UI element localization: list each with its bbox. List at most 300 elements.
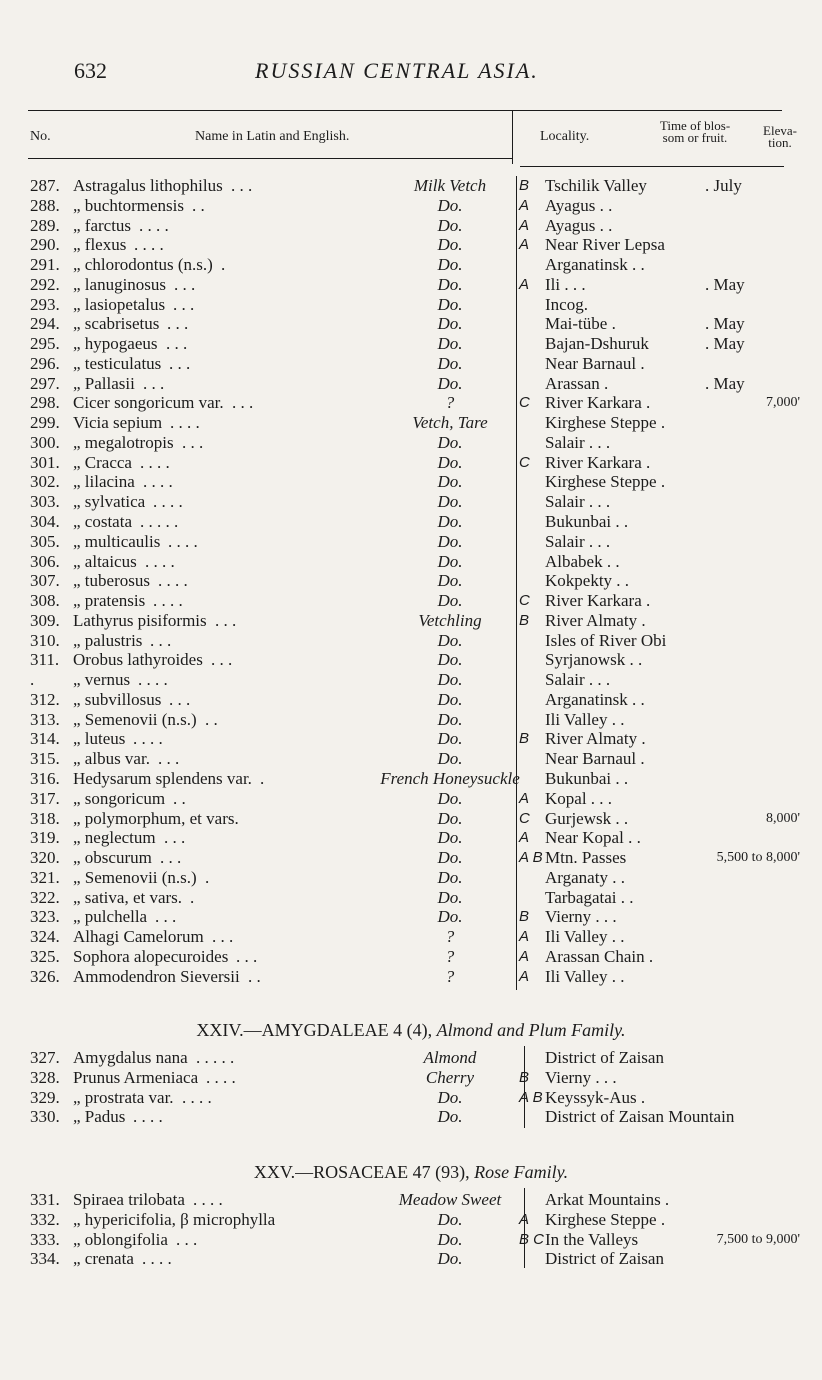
table-row bbox=[0, 828, 822, 848]
entry-number: 299. bbox=[30, 413, 60, 433]
region-code: B C bbox=[519, 1230, 545, 1248]
leader-dots: . bbox=[221, 255, 226, 275]
table-row bbox=[0, 255, 822, 275]
latin-name: „ tuberosus bbox=[73, 571, 150, 591]
entry-number: 317. bbox=[30, 788, 60, 808]
latin-name: „ pratensis bbox=[73, 591, 146, 611]
table-row bbox=[0, 888, 822, 908]
english-name: Do. bbox=[437, 867, 463, 887]
region-code: C bbox=[519, 453, 530, 471]
latin-name: „ Cracca bbox=[73, 452, 132, 472]
latin-name: Vicia sepium bbox=[73, 413, 163, 433]
latin-name: „ Padus bbox=[73, 1107, 126, 1127]
table-row bbox=[0, 374, 822, 394]
section-title-english: Rose Family. bbox=[474, 1162, 569, 1182]
latin-name: „ hypogaeus bbox=[73, 334, 158, 354]
locality: Vierny . . . bbox=[545, 907, 617, 927]
leader-dots: . bbox=[260, 768, 265, 788]
region-code: A bbox=[519, 947, 530, 965]
table-row bbox=[0, 1249, 822, 1269]
table-row bbox=[0, 216, 822, 236]
locality: Bajan-Dshuruk bbox=[545, 334, 649, 354]
leader-dots: . . . bbox=[231, 176, 253, 195]
leader-dots: . . . bbox=[143, 373, 165, 393]
latin-name: „ lanuginosus bbox=[73, 274, 167, 294]
leader-dots: . . . . bbox=[193, 1190, 223, 1209]
region-code: A bbox=[519, 275, 530, 293]
latin-name: „ altaicus bbox=[73, 551, 137, 571]
table-row bbox=[0, 591, 822, 611]
leader-dots: . . . . bbox=[153, 591, 183, 611]
col-head-locality: Locality. bbox=[540, 129, 590, 144]
leader-dots: . . . bbox=[173, 294, 195, 314]
leader-dots: . . . . bbox=[139, 215, 169, 235]
latin-name: „ crenata bbox=[73, 1249, 134, 1269]
locality: Mtn. Passes bbox=[545, 848, 627, 868]
english-name: Do. bbox=[437, 235, 463, 255]
col-head-elev-line1: Eleva- bbox=[763, 123, 797, 138]
leader-dots: . . . bbox=[212, 927, 234, 947]
latin-name: „ lilacina bbox=[73, 472, 135, 492]
page-number: 632 bbox=[74, 58, 107, 83]
leader-dots: . . . . bbox=[168, 531, 198, 551]
leader-dots: . . . bbox=[215, 610, 237, 630]
latin-name: „ pulchella bbox=[73, 907, 148, 927]
leader-dots: . . . . bbox=[153, 492, 183, 512]
table-row bbox=[0, 492, 822, 512]
latin-name: „ vernus bbox=[73, 670, 131, 690]
latin-name: „ lasiopetalus bbox=[73, 294, 166, 314]
locality: Isles of River Obi bbox=[545, 630, 667, 650]
locality: Keyssyk-Aus . bbox=[545, 1087, 646, 1107]
table-row bbox=[0, 1088, 822, 1108]
entry-number: 297. bbox=[30, 373, 60, 393]
running-header bbox=[0, 58, 822, 88]
english-name: Do. bbox=[437, 274, 463, 294]
latin-name: Spiraea trilobata bbox=[73, 1190, 185, 1209]
english-name: Do. bbox=[437, 492, 463, 512]
latin-name: „ albus var. bbox=[73, 749, 150, 769]
locality: Ili Valley . . bbox=[545, 966, 625, 986]
locality: Near Barnaul . bbox=[545, 749, 645, 769]
table-row bbox=[0, 848, 822, 868]
latin-name: „ testiculatus bbox=[73, 353, 162, 373]
latin-name: Prunus Armeniaca bbox=[73, 1067, 199, 1087]
species-table bbox=[0, 176, 822, 986]
latin-name: „ chlorodontus (n.s.) bbox=[73, 255, 213, 275]
latin-name: „ sativa, et vars. bbox=[73, 887, 183, 907]
english-name: Do. bbox=[437, 650, 463, 670]
latin-name: Alhagi Camelorum bbox=[73, 927, 204, 947]
locality: Albabek . . bbox=[545, 551, 620, 571]
region-code: A bbox=[519, 216, 530, 234]
locality: Kirghese Steppe . bbox=[545, 472, 666, 492]
english-name: Do. bbox=[437, 195, 463, 215]
entry-number: 329. bbox=[30, 1087, 60, 1107]
locality: In the Valleys bbox=[545, 1229, 639, 1249]
locality: Vierny . . . bbox=[545, 1067, 617, 1087]
table-row bbox=[0, 334, 822, 354]
table-row bbox=[0, 552, 822, 572]
table-row bbox=[0, 512, 822, 532]
leader-dots: . . . . bbox=[134, 235, 164, 255]
leader-dots: . . . . bbox=[133, 1107, 163, 1127]
section-title bbox=[0, 1162, 822, 1183]
entry-number: 314. bbox=[30, 729, 60, 749]
table-row bbox=[0, 176, 822, 196]
locality: District of Zaisan Mountain bbox=[545, 1107, 735, 1127]
latin-name: Ammodendron Sieversii bbox=[73, 966, 240, 986]
english-name: ? bbox=[445, 927, 455, 947]
table-row bbox=[0, 196, 822, 216]
entry-number: 305. bbox=[30, 531, 60, 551]
leader-dots: . . . bbox=[174, 274, 196, 294]
entry-number: 295. bbox=[30, 334, 60, 354]
leader-dots: . . . . bbox=[206, 1067, 236, 1087]
table-row bbox=[0, 631, 822, 651]
english-name: Do. bbox=[437, 709, 463, 729]
locality: Kirghese Steppe . bbox=[545, 413, 666, 433]
english-name: Do. bbox=[437, 1209, 463, 1229]
latin-name: „ palustris bbox=[73, 630, 143, 650]
entry-number: 306. bbox=[30, 551, 60, 571]
bloom-time: . July bbox=[705, 176, 742, 195]
latin-name: „ obscurum bbox=[73, 848, 152, 868]
region-code: C bbox=[519, 592, 530, 610]
english-name: Do. bbox=[437, 828, 463, 848]
table-row bbox=[0, 690, 822, 710]
locality: Salair . . . bbox=[545, 531, 611, 551]
latin-name: Cicer songoricum var. bbox=[73, 393, 224, 413]
bloom-time: . May bbox=[705, 334, 745, 354]
leader-dots: . . . bbox=[211, 650, 233, 670]
entry-number: 292. bbox=[30, 274, 60, 294]
region-code: B bbox=[519, 177, 530, 194]
locality: Bukunbai . . bbox=[545, 768, 629, 788]
entry-number: 320. bbox=[30, 848, 60, 868]
locality: Arassan . bbox=[545, 373, 609, 393]
entry-number: 308. bbox=[30, 591, 60, 611]
english-name: Do. bbox=[437, 314, 463, 334]
english-name: Do. bbox=[437, 788, 463, 808]
locality: Ili Valley . . bbox=[545, 709, 625, 729]
english-name: Do. bbox=[437, 1087, 463, 1107]
english-name: ? bbox=[445, 966, 455, 986]
entry-number: 302. bbox=[30, 472, 60, 492]
region-code: A bbox=[519, 1210, 530, 1228]
region-code: B bbox=[519, 908, 530, 926]
entry-number: 334. bbox=[30, 1249, 60, 1269]
col-head-no: No. bbox=[30, 129, 51, 144]
leader-dots: . . bbox=[248, 966, 261, 986]
locality: Arassan Chain . bbox=[545, 946, 654, 966]
leader-dots: . . . bbox=[182, 432, 204, 452]
latin-name: Astragalus lithophilus bbox=[73, 176, 223, 195]
english-name: ? bbox=[445, 946, 455, 966]
section-rows bbox=[0, 1048, 822, 1127]
entry-number: 293. bbox=[30, 294, 60, 314]
table-row bbox=[0, 453, 822, 473]
entry-number: 331. bbox=[30, 1190, 60, 1209]
latin-name: „ farctus bbox=[73, 215, 132, 235]
entry-number: 332. bbox=[30, 1209, 60, 1229]
table-row bbox=[0, 710, 822, 730]
english-name: Do. bbox=[437, 452, 463, 472]
entry-number: 300. bbox=[30, 432, 60, 452]
english-name: Do. bbox=[437, 848, 463, 868]
bloom-time: . May bbox=[705, 314, 745, 334]
locality: Salair . . . bbox=[545, 492, 611, 512]
english-name: Almond bbox=[423, 1048, 477, 1067]
table-head-rule bbox=[28, 158, 512, 159]
leader-dots: . . . bbox=[158, 749, 180, 769]
leader-dots: . . . . bbox=[138, 670, 168, 690]
table-head-rule-right bbox=[520, 166, 784, 167]
leader-dots: . . . bbox=[150, 630, 172, 650]
table-row bbox=[0, 393, 822, 413]
region-code: B bbox=[519, 611, 530, 629]
latin-name: Hedysarum splendens var. bbox=[73, 768, 252, 788]
latin-name: „ flexus bbox=[73, 235, 127, 255]
english-name: Do. bbox=[437, 472, 463, 492]
region-code: A bbox=[519, 967, 530, 985]
table-row bbox=[0, 650, 822, 670]
col-head-elevation bbox=[755, 125, 805, 149]
english-name: Do. bbox=[437, 808, 463, 828]
leader-dots: . . bbox=[192, 195, 205, 215]
english-name: Do. bbox=[437, 749, 463, 769]
table-row bbox=[0, 670, 822, 690]
table-row bbox=[0, 571, 822, 591]
english-name: Do. bbox=[437, 630, 463, 650]
leader-dots: . . . . bbox=[182, 1087, 212, 1107]
locality: Salair . . . bbox=[545, 670, 611, 690]
table-row bbox=[0, 947, 822, 967]
leader-dots: . . . . bbox=[140, 452, 170, 472]
latin-name: „ subvillosus bbox=[73, 689, 162, 709]
leader-dots: . . . . . bbox=[196, 1048, 235, 1067]
leader-dots: . . . . bbox=[158, 571, 188, 591]
latin-name: „ multicaulis bbox=[73, 531, 161, 551]
entry-number: 288. bbox=[30, 195, 60, 215]
col-head-elev-line2: tion. bbox=[768, 135, 792, 150]
header-divider bbox=[512, 110, 513, 164]
locality: Near Kopal . . bbox=[545, 828, 641, 848]
table-row bbox=[0, 927, 822, 947]
entry-number: . bbox=[30, 670, 35, 690]
english-name: Do. bbox=[437, 729, 463, 749]
locality: Incog. bbox=[545, 294, 588, 314]
latin-name: „ megalotropis bbox=[73, 432, 174, 452]
entry-number: 291. bbox=[30, 255, 60, 275]
leader-dots: . . . . bbox=[142, 1249, 172, 1269]
region-code: A bbox=[519, 789, 530, 807]
page-title: RUSSIAN CENTRAL ASIA. bbox=[255, 58, 539, 83]
latin-name: „ Pallasii bbox=[73, 373, 135, 393]
english-name: ? bbox=[445, 393, 455, 413]
latin-name: „ prostrata var. bbox=[73, 1087, 174, 1107]
entry-number: 322. bbox=[30, 887, 60, 907]
english-name: Do. bbox=[437, 215, 463, 235]
table-row bbox=[0, 472, 822, 492]
region-code: B bbox=[519, 730, 530, 748]
col-head-time bbox=[650, 120, 740, 144]
latin-name: Orobus lathyroides bbox=[73, 650, 203, 670]
latin-name: Lathyrus pisiformis bbox=[73, 610, 207, 630]
leader-dots: . bbox=[190, 887, 195, 907]
region-code: A B bbox=[519, 1088, 543, 1106]
locality: Ili Valley . . bbox=[545, 927, 625, 947]
region-code: A bbox=[519, 236, 530, 254]
entry-number: 289. bbox=[30, 215, 60, 235]
region-code: B bbox=[519, 1068, 530, 1086]
entry-number: 324. bbox=[30, 927, 60, 947]
locality: Bukunbai . . bbox=[545, 512, 629, 532]
table-row bbox=[0, 413, 822, 433]
latin-name: „ Semenovii (n.s.) bbox=[73, 709, 197, 729]
region-code: A B bbox=[519, 849, 543, 867]
leader-dots: . . . . . bbox=[140, 512, 179, 532]
english-name: Do. bbox=[437, 512, 463, 532]
section-title-main: XXIV.—AMYGDALEAE 4 (4), bbox=[196, 1020, 433, 1040]
table-row bbox=[0, 1048, 822, 1068]
locality: Arganatinsk . . bbox=[545, 689, 645, 709]
entry-number: 325. bbox=[30, 946, 60, 966]
table-row bbox=[0, 1190, 822, 1210]
bloom-time: . May bbox=[705, 274, 745, 294]
elevation: 7,500 to 9,000' bbox=[716, 1231, 800, 1247]
col-head-time-line2: som or fruit. bbox=[662, 130, 728, 145]
table-row bbox=[0, 275, 822, 295]
entry-number: 330. bbox=[30, 1107, 60, 1127]
table-row bbox=[0, 1107, 822, 1127]
entry-number: 311. bbox=[30, 650, 60, 670]
english-name: Do. bbox=[437, 689, 463, 709]
latin-name: „ scabrisetus bbox=[73, 314, 160, 334]
entry-number: 333. bbox=[30, 1229, 60, 1249]
table-row bbox=[0, 354, 822, 374]
col-head-time-line1: Time of blos- bbox=[659, 118, 731, 133]
entry-number: 307. bbox=[30, 571, 60, 591]
table-row bbox=[0, 532, 822, 552]
col-head-name: Name in Latin and English. bbox=[195, 129, 350, 144]
english-name: Do. bbox=[437, 531, 463, 551]
english-name: Do. bbox=[437, 591, 463, 611]
entry-number: 312. bbox=[30, 689, 60, 709]
latin-name: „ sylvatica bbox=[73, 492, 146, 512]
entry-number: 315. bbox=[30, 749, 60, 769]
latin-name: „ polymorphum, et vars. bbox=[73, 808, 239, 828]
latin-name: „ Semenovii (n.s.) bbox=[73, 867, 197, 887]
table-row bbox=[0, 1230, 822, 1250]
table-row bbox=[0, 967, 822, 987]
region-code: A bbox=[519, 196, 530, 214]
section-rows bbox=[0, 1190, 822, 1269]
english-name: Do. bbox=[437, 551, 463, 571]
english-name: Do. bbox=[437, 255, 463, 275]
latin-name: Amygdalus nana bbox=[73, 1048, 188, 1067]
region-code: C bbox=[519, 394, 530, 412]
latin-name: „ costata bbox=[73, 512, 132, 532]
leader-dots: . . . bbox=[166, 334, 188, 354]
locality: Kopal . . . bbox=[545, 788, 613, 808]
leader-dots: . . . bbox=[169, 689, 191, 709]
leader-dots: . . . bbox=[169, 353, 191, 373]
leader-dots: . . bbox=[205, 709, 218, 729]
entry-number: 310. bbox=[30, 630, 60, 650]
english-name: Do. bbox=[437, 571, 463, 591]
section-title bbox=[0, 1020, 822, 1041]
english-name: Cherry bbox=[425, 1067, 475, 1087]
table-top-rule bbox=[28, 110, 782, 111]
english-name: French Honeysuckle bbox=[380, 768, 520, 788]
elevation: 7,000' bbox=[765, 395, 800, 411]
entry-number: 296. bbox=[30, 353, 60, 373]
locality: District of Zaisan bbox=[545, 1048, 664, 1067]
english-name: Do. bbox=[437, 1107, 463, 1127]
locality: River Karkara . bbox=[545, 393, 651, 413]
latin-name: „ oblongifolia bbox=[73, 1229, 168, 1249]
entry-number: 309. bbox=[30, 610, 60, 630]
latin-name: „ hypericifolia, β microphylla bbox=[73, 1209, 276, 1229]
entry-number: 323. bbox=[30, 907, 60, 927]
latin-name: „ buchtormensis bbox=[73, 195, 184, 215]
locality: River Almaty . bbox=[545, 729, 646, 749]
region-code: C bbox=[519, 809, 530, 827]
locality: Ili . . . bbox=[545, 274, 586, 294]
entry-number: 319. bbox=[30, 828, 60, 848]
english-name: Do. bbox=[437, 887, 463, 907]
table-row bbox=[0, 729, 822, 749]
entry-number: 290. bbox=[30, 235, 60, 255]
locality: Gurjewsk . . bbox=[545, 808, 629, 828]
section-title-english: Almond and Plum Family. bbox=[436, 1020, 626, 1040]
table-row bbox=[0, 868, 822, 888]
region-code: A bbox=[519, 829, 530, 847]
table-row bbox=[0, 769, 822, 789]
english-name: Do. bbox=[437, 670, 463, 690]
table-row bbox=[0, 433, 822, 453]
table-row bbox=[0, 809, 822, 829]
locality: Tarbagatai . . bbox=[545, 887, 634, 907]
entry-number: 318. bbox=[30, 808, 60, 828]
leader-dots: . . . bbox=[164, 828, 186, 848]
entry-number: 316. bbox=[30, 768, 60, 788]
leader-dots: . . . . bbox=[133, 729, 163, 749]
latin-name: „ neglectum bbox=[73, 828, 156, 848]
locality: Arkat Mountains . bbox=[545, 1190, 670, 1209]
locality: Arganatinsk . . bbox=[545, 255, 645, 275]
table-row bbox=[0, 314, 822, 334]
table-row bbox=[0, 611, 822, 631]
locality: River Almaty . bbox=[545, 610, 646, 630]
locality: Kokpekty . . bbox=[545, 571, 630, 591]
leader-dots: . . . bbox=[176, 1229, 198, 1249]
table-row bbox=[0, 789, 822, 809]
table-row bbox=[0, 907, 822, 927]
leader-dots: . . bbox=[173, 788, 186, 808]
locality: Kirghese Steppe . bbox=[545, 1209, 666, 1229]
entry-number: 294. bbox=[30, 314, 60, 334]
elevation: 8,000' bbox=[765, 810, 800, 826]
english-name: Do. bbox=[437, 432, 463, 452]
latin-name: Sophora alopecuroides bbox=[73, 946, 229, 966]
entry-number: 328. bbox=[30, 1067, 60, 1087]
latin-name: „ luteus bbox=[73, 729, 126, 749]
leader-dots: . . . . bbox=[145, 551, 175, 571]
region-code: A bbox=[519, 928, 530, 946]
leader-dots: . . . bbox=[155, 907, 177, 927]
